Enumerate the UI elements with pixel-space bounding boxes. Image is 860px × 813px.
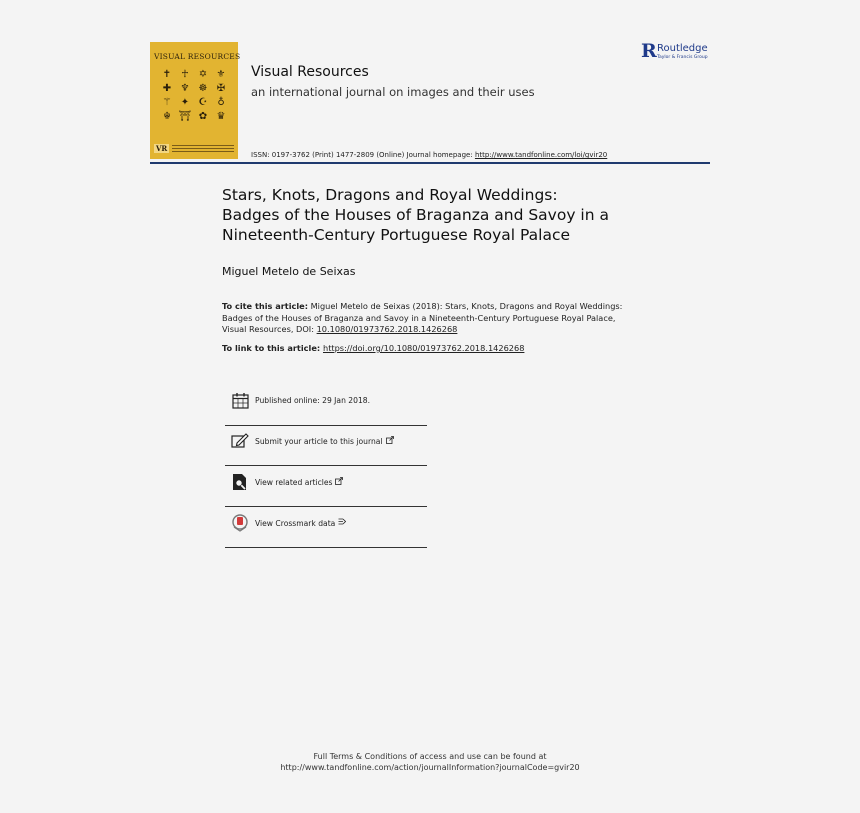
journal-subtitle: an international journal on images and their uses	[251, 85, 535, 99]
related-articles-row[interactable]	[225, 472, 427, 492]
row-divider	[225, 425, 427, 426]
cover-symbol: ⚜	[216, 69, 226, 80]
external-link-icon	[338, 518, 346, 528]
routledge-r-icon: R	[641, 40, 657, 62]
publisher-tagline: Taylor & Francis Group	[657, 55, 708, 60]
cover-footer-lines	[172, 143, 234, 154]
external-link-icon	[335, 477, 343, 487]
document-search-icon	[229, 472, 251, 492]
crossmark-row[interactable]	[225, 513, 427, 533]
article-title-line: Nineteenth-Century Portuguese Royal Palace	[222, 226, 571, 244]
crossmark-link[interactable]: View Crossmark data	[255, 518, 336, 528]
cover-symbol: ✚	[162, 83, 172, 94]
edit-icon	[229, 431, 251, 451]
journal-cover-image[interactable]	[150, 42, 241, 159]
issn-text: ISSN: 0197-3762 (Print) 1477-2809 (Online) Journal homepage:	[251, 151, 475, 159]
article-title-line: Stars, Knots, Dragons and Royal Weddings:	[222, 186, 558, 204]
cite-text: Badges of the Houses of Braganza and Savoy in a Nineteenth-Century Portuguese Royal Palace,	[222, 312, 616, 323]
cite-label: To cite this article:	[222, 301, 308, 311]
link-label: To link to this article:	[222, 343, 323, 353]
cover-symbol: ☪	[198, 97, 208, 108]
cover-symbol: ☥	[181, 69, 189, 80]
terms-text: Full Terms & Conditions of access and use can be found at	[313, 752, 547, 761]
article-link-row	[222, 343, 524, 353]
published-online-text: Published online: 29 Jan 2018.	[255, 395, 371, 405]
related-articles-link[interactable]: View related articles	[255, 477, 333, 487]
cover-title: VISUAL RESOURCES	[154, 52, 241, 61]
cover-symbol: ♁	[217, 97, 225, 108]
row-divider	[225, 465, 427, 466]
cover-symbol: ⚚	[162, 97, 172, 108]
cover-symbol: ✦	[180, 97, 190, 108]
cover-symbol: ☸	[198, 83, 208, 94]
cover-symbol: ✠	[216, 83, 226, 94]
cover-symbol: ♛	[216, 111, 226, 122]
cover-symbol: ✝	[162, 69, 172, 80]
publisher-name: Routledge	[657, 43, 708, 54]
submit-article-link[interactable]: Submit your article to this journal	[255, 436, 383, 446]
cover-symbol: ✿	[198, 111, 208, 122]
journal-title: Visual Resources	[251, 64, 369, 80]
cover-symbol: ☬	[163, 111, 171, 122]
journal-homepage-link[interactable]: http://www.tandfonline.com/loi/gvir20	[474, 151, 608, 159]
submit-article-row[interactable]	[225, 431, 427, 451]
issn-line	[251, 151, 607, 159]
article-title	[222, 185, 682, 245]
routledge-logo[interactable]	[641, 42, 713, 62]
crossmark-icon	[229, 513, 251, 533]
row-divider	[225, 506, 427, 507]
article-doi-url-link[interactable]: https://doi.org/10.1080/01973762.2018.1426268	[323, 343, 525, 353]
cover-symbol: ♆	[180, 83, 190, 94]
terms-footer	[230, 751, 630, 773]
cover-symbol-grid	[159, 69, 229, 122]
terms-url-link[interactable]: http://www.tandfonline.com/action/journalInformation?journalCode=gvir20	[280, 763, 580, 772]
citation-block	[222, 301, 642, 336]
doi-link[interactable]: 10.1080/01973762.2018.1426268	[316, 324, 458, 334]
calendar-icon	[229, 390, 251, 410]
header-divider	[150, 162, 710, 164]
external-link-icon	[386, 436, 394, 446]
cite-text: Miguel Metelo de Seixas (2018): Stars, Knots, Dragons and Royal Weddings:	[308, 301, 623, 311]
article-author: Miguel Metelo de Seixas	[222, 265, 356, 278]
cover-vr-mark: VR	[156, 143, 168, 153]
cover-symbol: ⛩	[178, 111, 192, 122]
cover-symbol: ✡	[198, 69, 208, 80]
row-divider	[225, 547, 427, 548]
published-online-row	[225, 390, 427, 410]
article-title-line: Badges of the Houses of Braganza and Savoy in a	[222, 206, 609, 224]
cite-text: Visual Resources, DOI:	[222, 324, 317, 334]
cover-footer	[154, 141, 234, 155]
